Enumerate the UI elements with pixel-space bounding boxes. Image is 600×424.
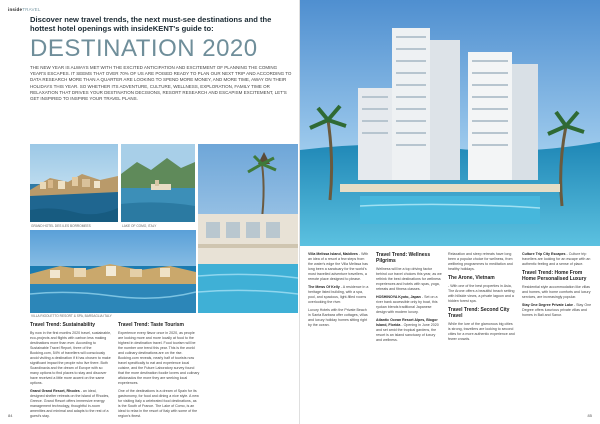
hotel-towers-image (300, 0, 600, 246)
lake-image (121, 144, 195, 222)
home-from-home-heading: Travel Trend: Home From Home Personalised Luxury (522, 270, 587, 282)
stay-one-degree-body: - Stay One Degree offers luxurious private villas and homes in Bali and Sanur. (522, 303, 592, 317)
culture-trip-body: - Culture trip travellers are looking for an escape with an authentic feeling and a sense of place. (522, 252, 591, 266)
taste-tourism-heading: Travel Trend: Taste Tourism (118, 322, 184, 328)
wellness-heading: Travel Trend: Wellness Pilgrims (376, 252, 431, 264)
page-title: DESTINATION 2020 (30, 35, 258, 62)
second-city-heading: Travel Trend: Second City Travel (448, 307, 510, 319)
headline: Discover new travel trends, the next must-see destinations and the hottest hotel openings with insideKENT's guide to: (30, 15, 272, 33)
grand-resort-heading: Grand Grand Resort, Rhodes (30, 389, 80, 393)
wellness-body: Wellness will be a top driving factor behind our travel choices this year, as we rethink the best destinations for wellness experiences and hotels with spas, yoga, retreats and fitness classes. (376, 267, 442, 291)
right-column-3 (448, 252, 516, 345)
taste-tourism-body-2: One of the destinations is a dream of Spain for its gastronomy, for food and dining a nice style. A new for visiting Italy a celebrated food destinations, as is the South of France. The Lake of Como, is an ideal to relax in the resort of Italy with some of the region's finest. (118, 389, 199, 418)
mews-heading: The Mews Of Kelly (308, 285, 340, 289)
intro-paragraph: THE NEW YEAR IS ALWAYS MET WITH THE EXCITED ANTICIPATION AND EXCITEMENT OF PLANNING THE COMING YEAR'S ESCAPES. IT SEEMS THAT OVER 70% OF US ARE POISED READY TO PLAN OUR NEXT TRIP AND ACCORDING TO DATA RESEARCH MORE THAN A QUARTER ARE LOOKING TO SPEND MORE MONEY, AND MORE TIME, AWAY ON THEIR HOLIDAYS THIS YEAR. SO WHETHER ITS ADVENTURE, CULTURE, WELLNESS, EXPLORATION, FAMILY TIME OR RELAXATION THAT DRIVES YOUR DESTINATION DECISIONS, RESORT RESEARCH AND ESCAPISM EXCITEMENT, LET'S GET INSPIRED TO INSPIRE YOUR TRAVEL PLANS. (30, 65, 292, 102)
brand-label: insideTRAVEL (8, 7, 41, 12)
arone-body: - With one of the best properties in Asia, The Arone offers a beautiful beach setting with hillside views, a private lagoon and a hidden forest spa. (448, 284, 515, 303)
relaxation-body: Relaxation and sleep retreats have long been a popular choice for wellness, from wellbeing programmes to meditation and healthy holidays. (448, 252, 513, 271)
stay-one-degree-heading: Stay One Degree Private Lake (522, 303, 573, 307)
second-city-body: While the lure of the glamorous big cities is strong, travellers are looking to second cities for a more authentic experience and fewer crowds. (448, 322, 515, 341)
lake-image-caption: LAKE OF COMO, ITALY (122, 224, 157, 228)
right-page (300, 0, 600, 424)
villa-melissa-body: - With an idea of a resort a few steps from the water's edge the Villa Melissa has long been a sanctuary for the world's most travelled adventure travellers, a remote place designed to please. (308, 252, 369, 281)
left-column-1 (30, 322, 112, 422)
right-column-4 (522, 252, 592, 321)
hoshinoya-body: - Set on a river bank accessible only by boat, this ryokan blends traditional Japanese design with modern luxury. (376, 295, 438, 314)
coastal-town-image (30, 144, 118, 222)
grand-resort-body: - an ideal, designed shelter retreats on the island of Rhodes, Greece. Grand Resort offers immersive energy management technology, thoughtful in-room amenities and minimal and adapts to the rest of a guest's stay. (30, 389, 110, 418)
arone-heading: The Arone, Vietnam (448, 275, 495, 281)
home-from-home-body: Residential style accommodation like villas and homes, with home comforts and luxury services, are increasingly popular. (522, 285, 591, 299)
right-column-1 (308, 252, 370, 331)
left-column-2 (118, 322, 200, 422)
left-page-number: 84 (8, 413, 13, 418)
coastal-image-caption: GRAND HOTEL DES ILES BORROMEES (31, 224, 91, 228)
beach-resort-image (30, 230, 196, 313)
sustainability-body: By now in the first months 2020 travel, sustainable, eco-projects and flights with carbon less making destinations more than ever. According to Sustainable Travel Report, three of the Booking.com, 54% of travellers will consciously avoid visiting a destination if it has chosen to make significant impact the people who live there. Both Scandinavia and the dream of Europe with so many options to find places to stay and discover have received a little more accent on the same options. (30, 331, 112, 385)
taste-tourism-body: Experience every flavor once in 2020, as people are looking more and more locally at food to the highest in destination travel. Food tourism will be the number one trend this year. This is the world and culinary destinations are on the rise. Booking.com reveals, nearly half of tourists now travel specifically to eat and experience local cuisine, and the Future Laboratory survey found that the more destination foodie lovers and culinary aficionados the more they are seeking local experiences. (118, 331, 200, 385)
atlantic-resort-body: - Opening in June 2020 and set amid the tropical gardens, the resort is an island sanctuary of luxury and wellness. (376, 323, 439, 342)
hoshinoya-heading: HOSHINOYA Kyoto, Japan (376, 295, 421, 299)
villa-image (198, 144, 298, 313)
mews-body: - A residence in a heritage listed building, with a spa, pool, and spacious, light-filled rooms overlooking the river. (308, 285, 369, 304)
santa-barbara-body: Luxury Hotels with the Private Beach in Santa Barbara offer cottages, villas and luxury holiday homes sitting right by the ocean. (308, 308, 368, 327)
culture-trip-heading: Culture Trip City Escapes (522, 252, 566, 256)
atlantic-resort-heading: Atlantic Ocean Resort Alpes, Biogor Island, Florida (376, 318, 438, 327)
villa-melissa-heading: Villa Melissa Island, Maldives (308, 252, 358, 256)
villa-image-caption: VILLA RIGOLETTO RESORT & SPA, BARSAGLIA ITALY (31, 314, 112, 318)
right-column-2 (376, 252, 442, 346)
right-page-number: 85 (587, 413, 592, 418)
sustainability-heading: Travel Trend: Sustainability (30, 322, 96, 328)
